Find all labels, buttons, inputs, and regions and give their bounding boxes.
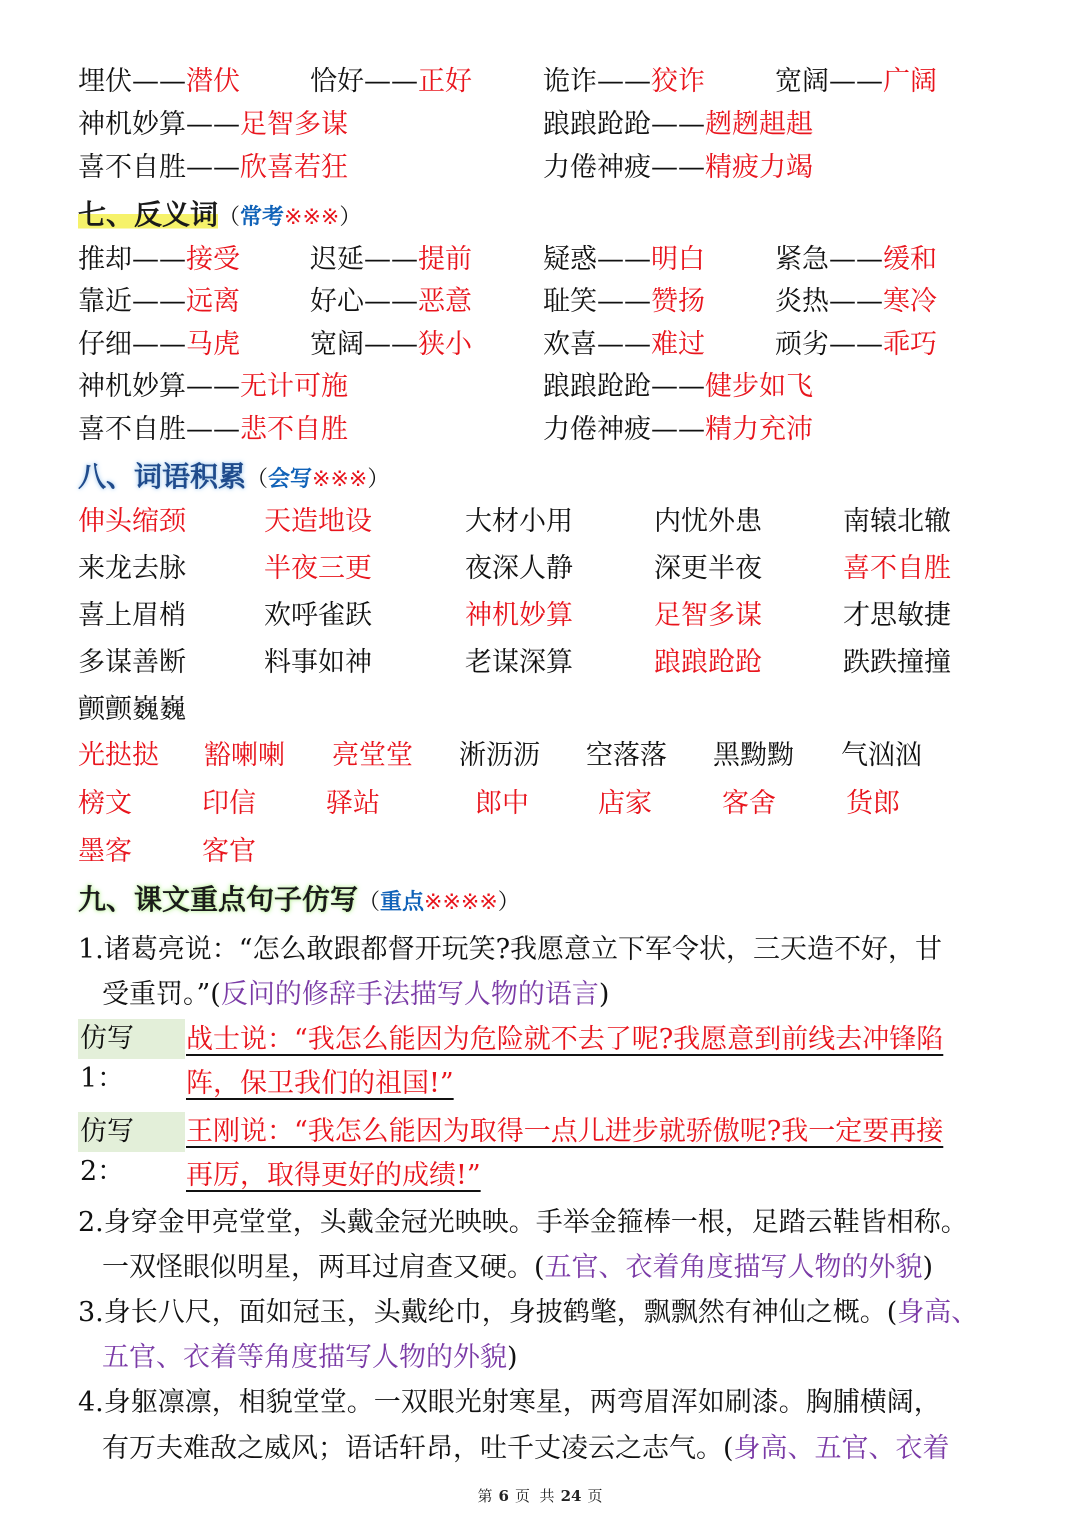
antonym-pair: 喜不自胜——悲不自胜 xyxy=(78,414,348,445)
section-title: 九、课文重点句子仿写 xyxy=(78,883,359,916)
vocab-word: 店家 xyxy=(598,788,652,819)
vocab-word: 亮堂堂 xyxy=(332,740,413,771)
vocab-word: 客舍 xyxy=(722,788,776,819)
vocab-word: 料事如神 xyxy=(264,647,372,678)
section-note: （常考※※※） xyxy=(218,204,362,230)
antonym-pair: 好心——恶意 xyxy=(310,286,472,317)
antonym-pair: 顽劣——乖巧 xyxy=(775,329,937,360)
vocab-word: 颤颤巍巍 xyxy=(78,694,186,725)
vocab-word: 榜文 xyxy=(78,788,132,819)
imitation-1-line-1: 战士说：“我怎么能因为危险就不去了呢?我愿意到前线去冲锋陷 xyxy=(186,1024,944,1055)
vocab-word: 豁喇喇 xyxy=(204,740,285,771)
sentence-3-line-1: 3.身长八尺，面如冠玉，头戴纶巾，身披鹤氅，飘飘然有神仙之概。(身高、 xyxy=(78,1297,979,1328)
vocab-word: 足智多谋 xyxy=(654,600,762,631)
imitation-2-label: 仿写 2： xyxy=(78,1112,185,1152)
vocab-word: 喜不自胜 xyxy=(843,553,951,584)
vocab-word: 印信 xyxy=(202,788,256,819)
vocab-word: 南辕北辙 xyxy=(843,506,951,537)
vocab-word: 喜上眉梢 xyxy=(78,600,186,631)
vocab-word: 半夜三更 xyxy=(264,553,372,584)
sentence-2-line-2: 一双怪眼似明星，两耳过肩查又硬。(五官、衣着角度描写人物的外貌) xyxy=(102,1252,934,1283)
page-footer: 第 6 页 共 24 页 xyxy=(477,1487,603,1505)
antonym-pair: 力倦神疲——精力充沛 xyxy=(543,414,813,445)
antonym-pair: 耻笑——赞扬 xyxy=(543,286,705,317)
antonym-pair: 欢喜——难过 xyxy=(543,329,705,360)
antonym-pair: 靠近——远离 xyxy=(78,286,240,317)
synonym-pair: 诡诈——狡诈 xyxy=(543,66,705,97)
antonym-pair: 宽阔——狭小 xyxy=(310,329,472,360)
sentence-3-line-2: 五官、衣着等角度描写人物的外貌) xyxy=(102,1342,518,1373)
imitation-1-line-2: 阵，保卫我们的祖国!” xyxy=(186,1068,454,1099)
antonym-pair: 炎热——寒冷 xyxy=(775,286,937,317)
vocab-word: 天造地设 xyxy=(264,506,372,537)
vocab-word: 才思敏捷 xyxy=(843,600,951,631)
imitation-2-line-2: 再厉，取得更好的成绩!” xyxy=(186,1160,481,1191)
vocab-heading xyxy=(78,458,389,499)
section-title: 七、反义词 xyxy=(78,198,219,231)
section-note: （会写※※※） xyxy=(246,466,390,492)
synonym-pair: 埋伏——潜伏 xyxy=(78,66,240,97)
antonym-pair: 疑惑——明白 xyxy=(543,244,705,275)
vocab-word: 驿站 xyxy=(326,788,380,819)
synonym-pair: 恰好——正好 xyxy=(310,66,472,97)
synonym-pair: 神机妙算——足智多谋 xyxy=(78,109,348,140)
synonym-pair: 力倦神疲——精疲力竭 xyxy=(543,152,813,183)
imitation-1-label: 仿写 1： xyxy=(78,1019,185,1059)
vocab-word: 光挞挞 xyxy=(78,740,159,771)
sentence-1-line-1: 1.诸葛亮说：“怎么敢跟都督开玩笑?我愿意立下军令状，三天造不好，甘 xyxy=(78,934,943,965)
vocab-word: 跌跌撞撞 xyxy=(843,647,951,678)
antonym-pair: 推却——接受 xyxy=(78,244,240,275)
vocab-word: 客官 xyxy=(202,836,256,867)
sentence-2-line-1: 2.身穿金甲亮堂堂，头戴金冠光映映。手举金箍棒一根，足踏云鞋皆相称。 xyxy=(78,1207,968,1238)
vocab-word: 神机妙算 xyxy=(465,600,573,631)
synonym-pair: 宽阔——广阔 xyxy=(775,66,937,97)
vocab-word: 淅沥沥 xyxy=(459,740,540,771)
page-total: 24 xyxy=(560,1487,582,1505)
vocab-word: 郎中 xyxy=(475,788,529,819)
sentence-1-line-2: 受重罚。”(反问的修辞手法描写人物的语言) xyxy=(102,979,610,1010)
vocab-word: 老谋深算 xyxy=(465,647,573,678)
vocab-word: 多谋善断 xyxy=(78,647,186,678)
vocab-word: 内忧外患 xyxy=(654,506,762,537)
antonym-pair: 踉踉跄跄——健步如飞 xyxy=(543,371,813,402)
section-title: 八、词语积累 xyxy=(78,460,247,493)
antonym-pair: 神机妙算——无计可施 xyxy=(78,371,348,402)
vocab-word: 来龙去脉 xyxy=(78,553,186,584)
antonyms-heading xyxy=(78,196,361,237)
sentences-heading xyxy=(78,881,520,922)
vocab-word: 夜深人静 xyxy=(465,553,573,584)
vocab-word: 大材小用 xyxy=(465,506,573,537)
sentence-4-line-1: 4.身躯凛凛，相貌堂堂。一双眼光射寒星，两弯眉浑如刷漆。胸脯横阔， xyxy=(78,1387,941,1418)
vocab-word: 踉踉跄跄 xyxy=(654,647,762,678)
antonym-pair: 迟延——提前 xyxy=(310,244,472,275)
vocab-word: 深更半夜 xyxy=(654,553,762,584)
vocab-word: 气汹汹 xyxy=(841,740,922,771)
vocab-word: 黑黝黝 xyxy=(713,740,794,771)
vocab-word: 欢呼雀跃 xyxy=(264,600,372,631)
vocab-word: 墨客 xyxy=(78,836,132,867)
page-number: 6 xyxy=(498,1487,509,1505)
section-note: （重点※※※※） xyxy=(358,889,520,915)
imitation-2-line-1: 王刚说：“我怎么能因为取得一点儿进步就骄傲呢?我一定要再接 xyxy=(186,1116,944,1147)
vocab-word: 空落落 xyxy=(586,740,667,771)
vocab-word: 伸头缩颈 xyxy=(78,506,186,537)
vocab-word: 货郎 xyxy=(846,788,900,819)
synonym-pair: 喜不自胜——欣喜若狂 xyxy=(78,152,348,183)
antonym-pair: 紧急——缓和 xyxy=(775,244,937,275)
sentence-4-line-2: 有万夫难敌之威风；语话轩昂，吐千丈凌云之志气。(身高、五官、衣着 xyxy=(102,1433,950,1464)
synonym-pair: 踉踉跄跄——趔趔趄趄 xyxy=(543,109,813,140)
antonym-pair: 仔细——马虎 xyxy=(78,329,240,360)
